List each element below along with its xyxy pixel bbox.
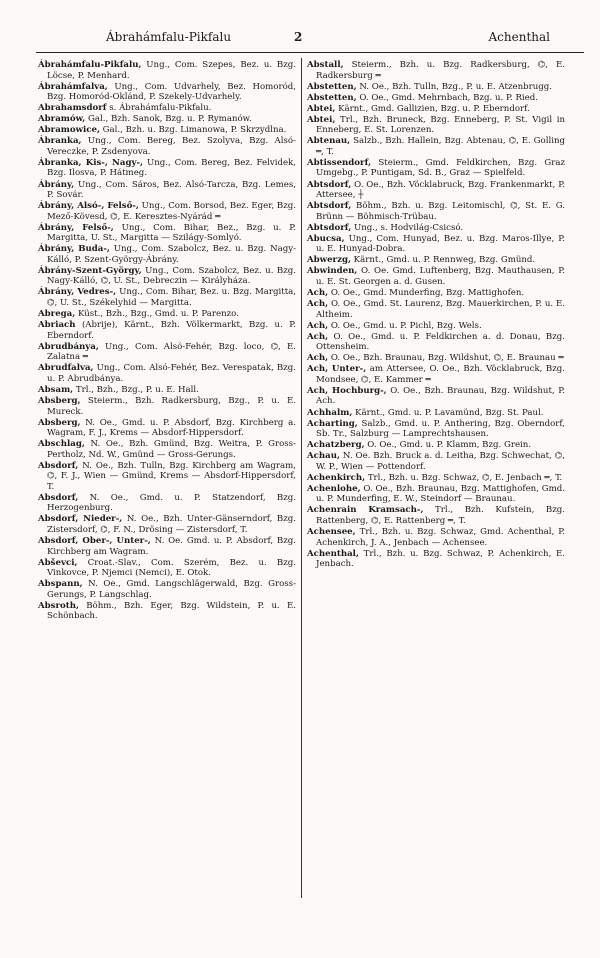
entry-details: (Abrije), Kärnt., Bzh. Völkermarkt, Bzg. u. P. Eberndorf. (47, 320, 296, 341)
gazetteer-entry (307, 223, 565, 234)
entry-details: Kärnt., Gmd. Gallizien, Bzg. u. P. Eberndorf. (335, 103, 530, 114)
entry-headword: Ábrány, Felső-, (38, 222, 114, 233)
entry-details: Kärnt., Gmd. u. P. Lavamünd, Bzg. St. Paul. (352, 407, 544, 418)
gazetteer-entry (38, 60, 296, 81)
gazetteer-entry (38, 223, 296, 244)
entry-details: Ung., s. Hodvilág-Csicsó. (351, 222, 464, 233)
gazetteer-entry (38, 158, 296, 179)
entry-headword: Ábrány, Vedres-, (38, 287, 117, 298)
gazetteer-entry (307, 440, 565, 451)
entry-details: Ung., Com. Bihar, Bez., Bzg. u. P. Margitta, U. St., Margitta — Szilágy-Somlyó. (47, 222, 296, 244)
entry-headword: Absam, (38, 384, 74, 395)
right-column (307, 60, 565, 570)
gazetteer-entry (307, 473, 565, 484)
gazetteer-entry (307, 321, 565, 332)
gazetteer-entry (38, 125, 296, 136)
entry-details: Salzb., Gmd. u. P. Anthering, Bzg. Oberndorf, Sb. Tr., Salzburg — Lamprechtshausen. (316, 418, 565, 440)
entry-headword: Ábrány, Buda-, (38, 244, 110, 255)
entry-headword: Achatzberg, (307, 440, 365, 451)
column-divider (301, 58, 302, 898)
entry-headword: Ábranka, (38, 136, 82, 147)
entry-details: N. Oe., Bzh. Tulln, Bzg., P. u. E. Atzenbrugg. (356, 81, 553, 92)
gazetteer-entry (38, 363, 296, 384)
entry-headword: Absdorf, (38, 492, 79, 503)
entry-headword: Abtsdorf, (307, 201, 352, 212)
entry-headword: Achenlohe, (307, 483, 361, 494)
entry-headword: Abschlag, (38, 439, 85, 450)
entry-headword: Abrudbánya, (38, 341, 99, 352)
entry-headword: Abtissendorf, (307, 157, 372, 168)
entry-details: Küst., Bzh., Bzg., Gmd. u. P. Parenzo. (75, 309, 239, 320)
entry-details: N. Oe., Bzh. Gmünd, Bzg. Weitra, P. Gross-Pertholz, Nd. W., Gmünd — Gross-Gerungs. (47, 439, 296, 460)
entry-details: Böhm., Bzh. Eger, Bzg. Wildstein, P. u. E. Schönbach. (47, 600, 296, 622)
gazetteer-entry (307, 104, 565, 115)
entry-details: Trl., Bzh. u. Bzg. Schwaz, ⌬, E. Jenbach ═, T. (365, 472, 563, 483)
gazetteer-entry (307, 82, 565, 93)
gazetteer-entry (38, 266, 296, 287)
entry-headword: Ach, Unter-, (307, 364, 367, 375)
gazetteer-entry (307, 201, 565, 222)
entry-details: N. Oe. Gmd. u. P. Absdorf, Bzg. Kirchberg am Wagram. (47, 536, 296, 557)
entry-details: Ung., Com. Alsó-Fehér, Bzg. loco, ⌬, E. Zalatna ═ (47, 341, 296, 363)
entry-headword: Ach, (307, 320, 329, 331)
gazetteer-entry (38, 418, 296, 439)
entry-headword: Abspann, (38, 579, 83, 590)
entry-headword: Ach, (307, 331, 329, 342)
entry-headword: Abriach (38, 320, 76, 331)
entry-details: Trl., Bzh., Bzg., P. u. E. Hall. (73, 384, 199, 395)
gazetteer-entry (307, 386, 565, 407)
left-column (38, 60, 296, 622)
entry-details: Ung., Com. Szepes, Bez. u. Bzg. Löcse, P. Menhard. (47, 60, 296, 81)
entry-headword: Ábrány-Szent-György, (38, 265, 142, 276)
entry-headword: Ach, (307, 299, 329, 310)
entry-details: Ung., Com. Sáros, Bez. Alsó-Tarcza, Bzg. Lemes, P. Sovár. (47, 179, 296, 201)
entry-details: Trl., Bzh. Bruneck, Bzg. Enneberg, P. St. Vigil in Enneberg, E. St. Lorenzen. (316, 114, 565, 136)
entry-headword: Achau, (307, 451, 340, 462)
gazetteer-entry (38, 320, 296, 341)
entry-headword: Achenkirch, (307, 472, 366, 483)
entry-headword: Ach, (307, 353, 329, 364)
entry-headword: Abševci, (38, 557, 78, 568)
gazetteer-entry (307, 288, 565, 299)
entry-details: N. Oe., Gmd. Langschlägerwald, Bzg. Gross-Gerungs, P. Langschlag. (47, 579, 296, 600)
gazetteer-entry (38, 201, 296, 222)
gazetteer-entry (307, 180, 565, 201)
entry-details: am Attersee, O. Oe., Bzh. Vöcklabruck, Bzg. Mondsee, ⌬, E. Kammer ═ (316, 364, 565, 385)
entry-headword: Abtei, (307, 114, 336, 125)
page-header (36, 30, 580, 50)
gazetteer-entry (307, 299, 565, 320)
entry-headword: Ach, Hochburg-, (307, 385, 387, 396)
gazetteer-entry (38, 342, 296, 363)
entry-headword: Ábranka, Kis-, Nagy-, (38, 157, 144, 168)
entry-details: O. Oe., Gmd. u. P. Feldkirchen a. d. Donau, Bzg. Ottensheim. (316, 331, 565, 353)
entry-details: N. Oe., Bzh. Tulln, Bzg. Kirchberg am Wagram, ⌬, F. J., Wien — Gmünd, Krems — Absdorf-Hippersdorf, T. (47, 460, 296, 492)
gazetteer-entry (38, 396, 296, 417)
gazetteer-entry (307, 115, 565, 136)
entry-headword: Achenrain Kramsach-, (307, 505, 424, 516)
gazetteer-entry (307, 255, 565, 266)
gazetteer-entry (38, 579, 296, 600)
gazetteer-entry (307, 332, 565, 353)
header-rule (36, 52, 584, 53)
gazetteer-entry (307, 60, 565, 81)
gazetteer-entry (307, 158, 565, 179)
entry-details: Ung., Com. Szabolcz, Bez. u. Bzg. Nagy-Kálló, P. Szent-György-Ábrány. (47, 244, 296, 265)
entry-details: Gal., Bzh. Sanok, Bzg. u. P. Rymanów. (85, 114, 252, 125)
entry-details: O. Oe., Bzh. Braunau, Bzg. Wildshut, ⌬, E. Braunau ═ (328, 353, 564, 364)
entry-headword: Achenthal, (307, 548, 359, 559)
gazetteer-entry (307, 93, 565, 104)
entry-details: Ung., Com. Bereg, Bez. Szolyva, Bzg. Alsó-Vereczke, P. Zsdenyova. (47, 136, 296, 157)
gazetteer-entry (307, 136, 565, 157)
gazetteer-entry (38, 309, 296, 320)
entry-headword: Absdorf, (38, 460, 79, 471)
entry-details: O. Oe. Gmd. Luftenberg, Bzg. Mauthausen, P. u. E. St. Georgen a. d. Gusen. (316, 266, 565, 287)
gazetteer-entry (307, 408, 565, 419)
gazetteer-entry (38, 601, 296, 622)
entry-details: O. Oe., Gmd. St. Laurenz, Bzg. Mauerkirchen, P. u. E. Altheim. (316, 299, 565, 320)
entry-details: Ung., Com. Szabolcz, Bez. u. Bzg. Nagy-Kálló, ⌬, U. St., Debreczin — Királyháza. (47, 265, 296, 287)
entry-details: O. Oe., Bzh. Vöcklabruck, Bzg. Frankenmarkt, P. Attersee, ┼ (316, 179, 565, 201)
entry-details: Steierm., Bzh. Radkersburg, Bzg., P. u. E. Mureck. (47, 395, 296, 417)
entry-headword: Acharting, (307, 418, 358, 429)
entry-details: Ung., Com. Hunyad, Bez. u. Bzg. Maros-Illye, P. u. E. Hunyad-Dobra. (316, 233, 565, 255)
header-right-keyword: Achenthal (488, 30, 550, 44)
entry-details: N. Oe., Gmd. u. P. Statzendorf, Bzg. Herzogenburg. (47, 492, 296, 514)
entry-headword: Abramów, (38, 114, 86, 125)
entry-headword: Abwerzg, (307, 255, 351, 266)
entry-details: O. Oe., Bzh. Braunau, Bzg. Wildshut, P. Ach. (316, 385, 565, 407)
entry-details: Kärnt., Gmd. u. P. Rennweg, Bzg. Gmünd. (350, 255, 536, 266)
entry-details: O. Oe., Gmd. u. P. Pichl, Bzg. Wels. (328, 320, 482, 331)
entry-details: Ung., Com. Bereg, Bez. Felvidek, Bzg. Ilosva, P. Hátmeg. (47, 157, 296, 179)
header-left-keyword: Ábrahámfalu-Pikfalu (106, 30, 232, 44)
entry-details: Ung., Com. Bihar, Bez. u. Bzg. Margitta, ⌬, U. St., Székelyhid — Margitta. (47, 287, 297, 309)
entry-details: Croat.-Slav., Com. Szerém, Bez. u. Bzg. Vinkovce, P. Njemci (Nemci), E. Otok. (47, 557, 296, 579)
entry-details: Böhm., Bzh. u. Bzg. Leitomischl, ⌬, St. E. G. Brünn — Böhmisch-Trübau. (316, 201, 565, 222)
entry-headword: Abramowice, (38, 125, 100, 136)
entry-headword: Achensee, (307, 527, 356, 538)
entry-headword: Abtenau, (307, 136, 351, 147)
gazetteer-entry (307, 234, 565, 255)
entry-details: Steierm., Bzh. u. Bzg. Radkersburg, ⌬, E. Radkersburg ═ (316, 60, 565, 81)
entry-details: O. Oe., Gmd. u. P. Klamm, Bzg. Grein. (364, 440, 532, 451)
gazetteer-entry (307, 266, 565, 287)
gazetteer-entry (307, 505, 565, 526)
entry-details: s. Ábrahámfalu-Pikfalu. (106, 103, 212, 114)
entry-headword: Abtei, (307, 103, 336, 114)
entry-details: Gal., Bzh. u. Bzg. Limanowa, P. Skrzydlna. (99, 125, 287, 136)
entry-details: Ung., Com. Alsó-Fehér, Bez. Verespatak, Bzg. u. P. Abrudbánya. (47, 363, 296, 384)
entry-headword: Absdorf, Ober-, Unter-, (38, 536, 151, 547)
entry-headword: Abrega, (38, 309, 76, 320)
gazetteer-entry (307, 364, 565, 385)
entry-details: N. Oe. Bzh. Bruck a. d. Leitha, Bzg. Schwechat, ⌬, W. P., Wien — Pottendorf. (316, 451, 565, 472)
entry-headword: Abstall, (307, 60, 344, 70)
gazetteer-entry (38, 244, 296, 265)
entry-details: O. Oe., Gmd. Munderfing, Bzg. Mattighofen. (328, 287, 525, 298)
entry-headword: Abstetten, (307, 81, 357, 92)
gazetteer-entry (38, 103, 296, 114)
gazetteer-entry (38, 136, 296, 157)
entry-headword: Absberg, (38, 417, 81, 428)
entry-headword: Ábrány, (38, 179, 75, 190)
gazetteer-entry (307, 549, 565, 570)
gazetteer-entry (38, 180, 296, 201)
entry-headword: Abstetten, (307, 92, 357, 103)
gazetteer-entry (307, 451, 565, 472)
gazetteer-entry (38, 558, 296, 579)
gazetteer-entry (38, 439, 296, 460)
gazetteer-entry (38, 536, 296, 557)
entry-details: N. Oe., Bzh. Unter-Gänserndorf, Bzg. Zistersdorf, ⌬, F. N., Drösing — Zistersdorf, T. (47, 514, 296, 536)
entry-details: Trl., Bzh. Kufstein, Bzg. Rattenberg, ⌬, E. Rattenberg ═, T. (316, 505, 565, 526)
page-number: 2 (294, 30, 303, 44)
entry-headword: Ach, (307, 287, 329, 298)
gazetteer-entry (307, 419, 565, 440)
gazetteer-entry (38, 385, 296, 396)
entry-headword: Achhalm, (307, 407, 353, 418)
entry-headword: Abrahamsdorf (38, 103, 107, 114)
entry-details: Trl., Bzh. u. Bzg. Schwaz, Gmd. Achenthal, P. Achenkirch, J. A., Jenbach — Achensee. (316, 527, 565, 548)
entry-details: O. Oe., Bzh. Braunau, Bzg. Mattighofen, Gmd. u. P. Munderfing, E. W., Steindorf — Braunau. (316, 483, 565, 505)
gazetteer-entry (38, 287, 296, 308)
entry-headword: Abtsdorf, (307, 179, 352, 190)
gazetteer-entry (38, 493, 296, 514)
entry-details: N. Oe., Gmd. u. P. Absdorf, Bzg. Kirchberg a. Wagram, F. J., Krems — Absdorf-Hippersdorf. (47, 417, 296, 439)
entry-headword: Abtsdorf, (307, 222, 352, 233)
gazetteer-entry (38, 461, 296, 493)
entry-headword: Abwinden, (307, 266, 358, 277)
entry-headword: Ábrahámfalva, (38, 81, 108, 92)
gazetteer-entry (38, 114, 296, 125)
gazetteer-entry (307, 527, 565, 548)
entry-details: Salzb., Bzh. Hallein, Bzg. Abtenau, ⌬, E. Golling ═, T. (316, 136, 565, 157)
entry-headword: Absberg, (38, 395, 81, 406)
entry-headword: Abrudfalva, (38, 363, 94, 374)
gazetteer-entry (307, 353, 565, 364)
entry-headword: Ábrahámfalu-Pikfalu, (38, 60, 142, 70)
entry-details: Steierm., Gmd. Feldkirchen, Bzg. Graz Umgebg., P. Puntigam, Sd. B., Graz — Spielfeld. (316, 157, 565, 179)
gazetteer-entry (38, 514, 296, 535)
gazetteer-entry (307, 484, 565, 505)
entry-details: Ung., Com. Borsod, Bez. Eger, Bzg. Mező-Kövesd, ⌬, E. Keresztes-Nyárád ═ (47, 201, 296, 222)
entry-headword: Absdorf, Nieder-, (38, 514, 123, 525)
gazetteer-entry (38, 82, 296, 103)
entry-headword: Absroth, (38, 600, 79, 611)
entry-details: O. Oe., Gmd. Mehrnbach, Bzg. u. P. Ried. (356, 92, 538, 103)
entry-headword: Abucsa, (307, 233, 345, 244)
entry-details: Ung., Com. Udvarhely, Bez. Homoród, Bzg. Homoród-Oklánd, P. Szekely-Udvarhely. (47, 81, 296, 103)
entry-details: Trl., Bzh. u. Bzg. Schwaz, P. Achenkirch, E. Jenbach. (316, 548, 565, 570)
entry-headword: Ábrány, Alsó-, Felső-, (38, 201, 139, 212)
